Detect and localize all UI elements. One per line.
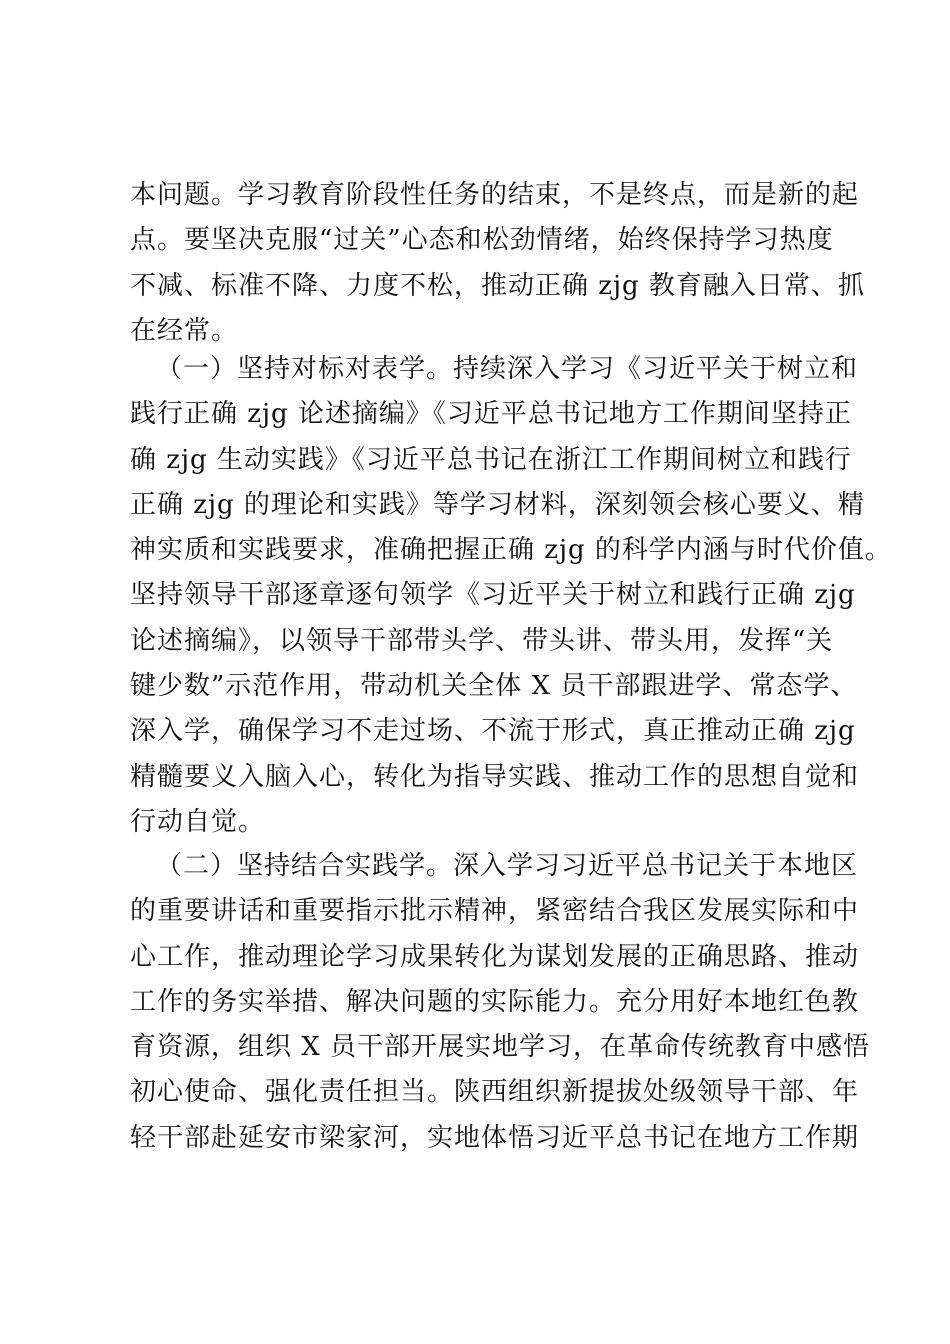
text-line: 践行正确 zjg 论述摘编》《习近平总书记地方工作期间坚持正 bbox=[130, 399, 852, 430]
text-line: 工作的务实举措、解决问题的实际能力。充分用好本地红色教 bbox=[130, 986, 860, 1017]
text-line: 论述摘编》，以领导干部带头学、带头讲、带头用，发挥“关 bbox=[130, 625, 834, 656]
text-line: 行动自觉。 bbox=[130, 806, 266, 837]
text-line: （二）坚持结合实践学。深入学习习近平总书记关于本地区 bbox=[156, 851, 859, 881]
text-line: 深入学，确保学习不走过场、不流于形式，真正推动正确 zjg bbox=[130, 716, 856, 747]
paragraph-section-1 bbox=[130, 347, 892, 845]
text-line: 正确 zjg 的理论和实践》等学习材料，深刻领会核心要义、精 bbox=[130, 489, 865, 520]
text-line: 确 zjg 生动实践》《习近平总书记在浙江工作期间树立和践行 bbox=[130, 444, 852, 475]
text-line: 本问题。学习教育阶段性任务的结束，不是终点，而是新的起 bbox=[130, 180, 860, 210]
paragraph-intro bbox=[130, 173, 865, 354]
text-line: 的重要讲话和重要指示批示精神，紧密结合我区发展实际和中 bbox=[130, 896, 860, 927]
text-line: 不减、标准不降、力度不松，推动正确 zjg 教育融入日常、抓 bbox=[130, 270, 865, 301]
text-line: 精髓要义入脑入心，转化为指导实践、推动工作的思想自觉和 bbox=[130, 761, 860, 792]
text-line: （一）坚持对标对表学。持续深入学习《习近平关于树立和 bbox=[156, 354, 859, 384]
text-line: 坚持领导干部逐章逐句领学《习近平关于树立和践行正确 zjg bbox=[130, 580, 856, 611]
paragraph-section-2 bbox=[130, 844, 871, 1161]
text-line: 神实质和实践要求，准确把握正确 zjg 的科学内涵与时代价值。 bbox=[130, 535, 892, 566]
text-line: 初心使命、强化责任担当。陕西组织新提拔处级领导干部、年 bbox=[130, 1077, 860, 1108]
text-line: 键少数”示范作用，带动机关全体 X 员干部跟进学、常态学、 bbox=[130, 671, 858, 702]
text-line: 点。要坚决克服“过关”心态和松劲情绪，始终保持学习热度 bbox=[130, 225, 834, 256]
text-line: 在经常。 bbox=[130, 315, 239, 346]
text-line: 心工作，推动理论学习成果转化为谋划发展的正确思路、推动 bbox=[130, 941, 860, 972]
text-line: 育资源，组织 X 员干部开展实地学习，在革命传统教育中感悟 bbox=[130, 1032, 871, 1063]
text-line: 轻干部赴延安市梁家河，实地体悟习近平总书记在地方工作期 bbox=[130, 1122, 860, 1153]
